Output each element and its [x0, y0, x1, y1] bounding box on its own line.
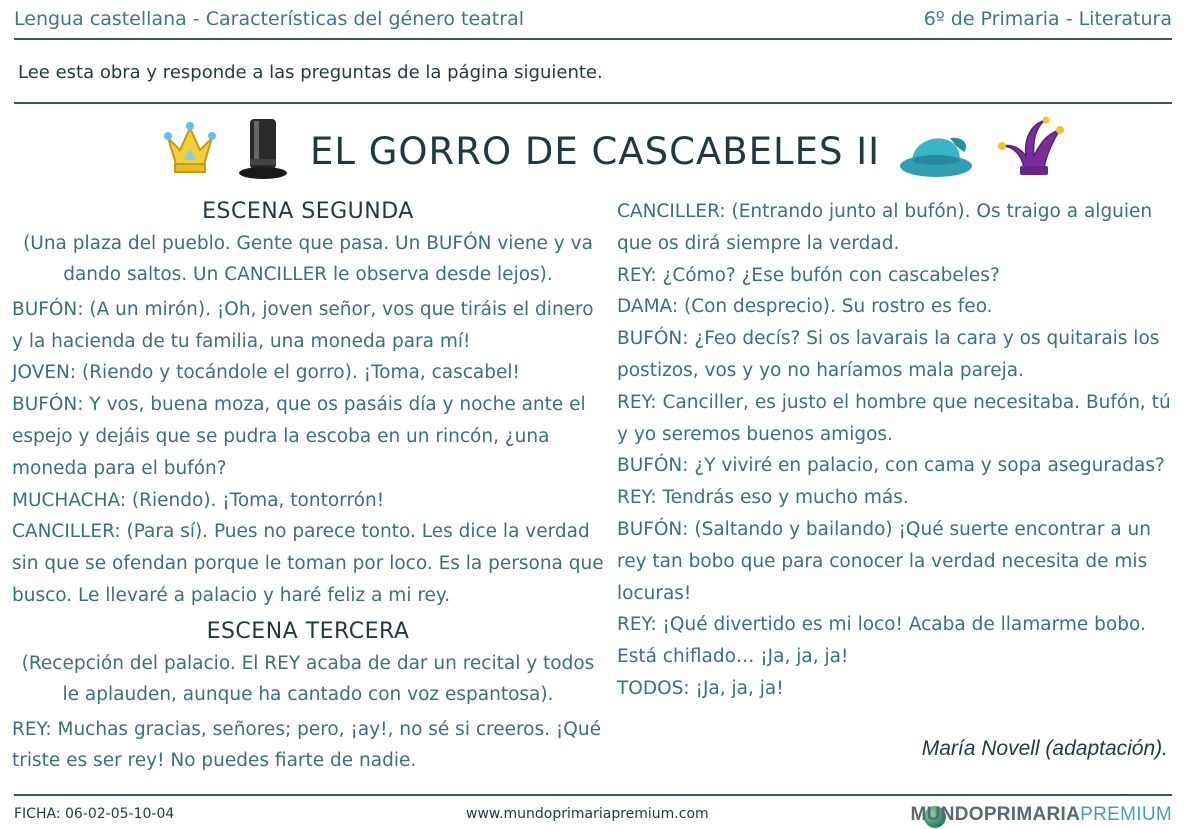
dialogue-line: BUFÓN: (Saltando y bailando) ¡Qué suerte encontrar a un rey tan bobo que para conocer la verdad necesita de mis locuras! [617, 518, 1151, 604]
website-link[interactable]: www.mundoprimariapremium.com [466, 806, 709, 822]
dialogue-line: REY: Muchas gracias, señores; pero, ¡ay!, no sé si creeros. ¡Qué triste es ser rey! No puedes fiarte de nadie. [12, 718, 601, 772]
dialogue-line: REY: ¿Cómo? ¿Ese bufón con cascabeles? [617, 264, 1000, 286]
dialogue-line: DAMA: (Con desprecio). Su rostro es feo. [617, 296, 993, 318]
blue-hat-icon [898, 120, 978, 180]
page-header [14, 8, 1172, 34]
right-column [617, 196, 1173, 705]
subject-label: Lengua castellana - Características del género teatral [14, 8, 524, 30]
dialogue-line: JOVEN: (Riendo y tocándole el gorro). ¡Toma, cascabel! [12, 362, 520, 384]
scene-title: ESCENA SEGUNDA [202, 199, 414, 224]
dialogue-line: BUFÓN: (A un mirón). ¡Oh, joven señor, vos que tiráis el dinero y la hacienda de tu familia, una moneda para mí! [12, 298, 594, 352]
author-credit: María Novell (adaptación). [921, 737, 1168, 760]
jester-hat-icon [994, 116, 1070, 182]
dialogue-line: REY: Canciller, es justo el hombre que necesitaba. Bufón, tú y yo seremos buenos amigos. [617, 391, 1171, 445]
crown-icon [162, 118, 218, 180]
instruction-divider [14, 102, 1172, 104]
dialogue-line: REY: Tendrás eso y mucho más. [617, 487, 909, 509]
page-title: EL GORRO DE CASCABELES II [310, 130, 881, 173]
header-divider [14, 38, 1172, 40]
ficha-code: FICHA: 06-02-05-10-04 [14, 806, 175, 822]
grade-label: 6º de Primaria - Literatura [923, 8, 1172, 30]
top-hat-icon [236, 115, 292, 183]
scene-title: ESCENA TERCERA [206, 618, 410, 644]
footer-divider [14, 794, 1172, 796]
brand-main: MUNDOPRIMARIA [910, 804, 1081, 825]
dialogue-line: REY: ¡Qué divertido es mi loco! Acaba de llamarme bobo. Está chiflado… ¡Ja, ja, ja! [617, 614, 1146, 668]
stage-direction: (Una plaza del pueblo. Gente que pasa. Un BUFÓN viene y va dando saltos. Un CANCILLER le observa desde lejos). [23, 232, 593, 285]
brand-logo [911, 804, 1172, 826]
stage-direction: (Recepción del palacio. El REY acaba de dar un recital y todos le aplauden, aunque ha cantado con voz espantosa). [21, 652, 595, 705]
dialogue-line: MUCHACHA: (Riendo). ¡Toma, tontorrón! [12, 489, 385, 511]
dialogue-line: TODOS: ¡Ja, ja, ja! [617, 677, 784, 699]
dialogue-line: BUFÓN: ¿Y viviré en palacio, con cama y sopa aseguradas? [617, 455, 1165, 477]
left-column [12, 196, 604, 777]
dialogue-line: CANCILLER: (Entrando junto al bufón). Os traigo a alguien que os dirá siempre la verdad. [617, 201, 1153, 254]
dialogue-line: CANCILLER: (Para sí). Pues no parece tonto. Les dice la verdad sin que se ofendan porque le toman por loco. Es la persona que busco. Le llevaré a palacio y haré feliz a mi rey. [12, 521, 604, 606]
instruction-text: Lee esta obra y responde a las preguntas de la página siguiente. [18, 62, 603, 83]
dialogue-line: BUFÓN: Y vos, buena moza, que os pasáis día y noche ante el espejo y dejáis que se pudra la escoba en un rincón, ¿una moneda para el bufón? [12, 394, 586, 479]
brand-premium: PREMIUM [1080, 804, 1172, 825]
dialogue-line: BUFÓN: ¿Feo decís? Si os lavarais la cara y os quitarais los postizos, vos y yo no haríamos mala pareja. [617, 328, 1160, 381]
